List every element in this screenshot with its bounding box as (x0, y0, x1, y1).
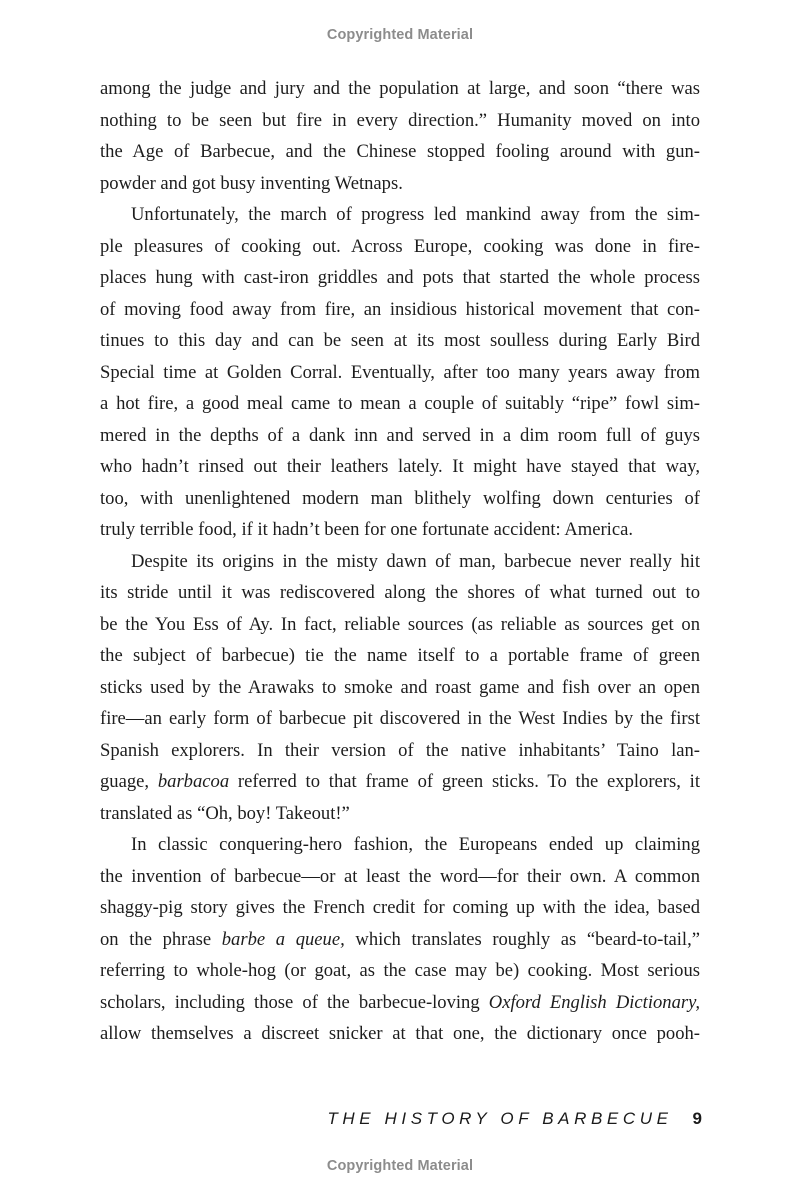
text-segment: allow themselves a discreet snicker at that one, the dictionary once pooh- (100, 1023, 700, 1044)
page-number: 9 (692, 1109, 702, 1128)
text-line (100, 1018, 700, 1050)
text-line (100, 924, 700, 956)
text-line (100, 451, 700, 483)
text-segment: sticks used by the Arawaks to smoke and roast game and fish over an open (100, 676, 700, 698)
text-line (100, 514, 700, 546)
text-segment: In classic conquering-hero fashion, the Europeans ended up claiming (131, 834, 700, 855)
text-line (100, 73, 700, 105)
text-line (100, 672, 700, 704)
text-segment: on the phrase (100, 928, 222, 950)
running-title: THE HISTORY OF BARBECUE (327, 1109, 673, 1128)
text-segment: Unfortunately, the march of progress led mankind away from the sim- (131, 204, 700, 225)
text-segment: too, with unenlightened modern man blithely wolfing down centuries of (100, 487, 700, 509)
copyright-watermark-top: Copyrighted Material (326, 27, 474, 43)
text-segment: the Age of Barbecue, and the Chinese stopped fooling around with gun- (100, 141, 700, 162)
text-segment: powder and got busy inventing Wetnaps. (100, 172, 403, 194)
text-line (100, 766, 700, 798)
text-line (100, 546, 700, 578)
text-segment: Spanish explorers. In their version of the native inhabitants’ Taino lan- (100, 739, 700, 761)
text-line (100, 955, 700, 987)
text-segment: its stride until it was rediscovered along the shores of what turned out to (100, 582, 700, 603)
text-segment: Despite its origins in the misty dawn of man, barbecue never really hit (131, 550, 700, 572)
copyright-watermark-bottom: Copyrighted Material (326, 1158, 474, 1174)
text-line (100, 798, 700, 830)
text-line (100, 892, 700, 924)
text-line (100, 735, 700, 767)
body-text (100, 73, 700, 1050)
text-segment: which translates roughly as “beard-to-tail,” (344, 928, 700, 950)
text-segment: ple pleasures of cooking out. Across Europe, cooking was done in fire- (100, 235, 700, 257)
text-line (100, 829, 700, 861)
text-segment: among the judge and jury and the population at large, and soon “there was (100, 78, 700, 99)
text-segment: Special time at Golden Corral. Eventually, after too many years away from (100, 361, 700, 383)
text-line (100, 640, 700, 672)
text-segment: shaggy-pig story gives the French credit for coming up with the idea, based (100, 897, 700, 918)
text-line (100, 168, 700, 200)
text-segment: a hot fire, a good meal came to mean a couple of suitably “ripe” fowl sim- (100, 393, 700, 414)
text-line (100, 388, 700, 420)
text-segment: referring to whole-hog (or goat, as the case may be) cooking. Most serious (100, 960, 700, 981)
italic-text: Oxford English Dictionary, (488, 991, 700, 1013)
text-segment: be the You Ess of Ay. In fact, reliable sources (as reliable as sources get on (100, 613, 700, 635)
text-line (100, 357, 700, 389)
text-segment: the invention of barbecue—or at least the word—for their own. A common (100, 865, 700, 887)
italic-text: barbacoa (157, 771, 230, 792)
italic-text: barbe a queue, (221, 928, 345, 950)
text-line (100, 262, 700, 294)
text-line (100, 136, 700, 168)
text-line (100, 325, 700, 357)
text-segment: translated as “Oh, boy! Takeout!” (100, 802, 350, 824)
text-segment: who hadn’t rinsed out their leathers lately. It might have stayed that way, (100, 456, 700, 477)
page-footer (300, 1109, 702, 1129)
text-line (100, 199, 700, 231)
text-segment: scholars, including those of the barbecue-loving (100, 991, 489, 1013)
text-segment: referred to that frame of green sticks. To the explorers, it (229, 771, 700, 792)
text-segment: of moving food away from fire, an insidious historical movement that con- (100, 298, 700, 320)
text-segment: fire—an early form of barbecue pit discovered in the West Indies by the first (100, 708, 700, 729)
text-segment: the subject of barbecue) tie the name itself to a portable frame of green (100, 645, 700, 666)
text-segment: nothing to be seen but fire in every direction.” Humanity moved on into (100, 109, 700, 131)
text-segment: tinues to this day and can be seen at its most soulless during Early Bird (100, 330, 700, 351)
text-segment: places hung with cast-iron griddles and pots that started the whole process (100, 267, 700, 288)
text-segment: mered in the depths of a dank inn and served in a dim room full of guys (100, 424, 700, 446)
text-segment: truly terrible food, if it hadn’t been for one fortunate accident: America. (100, 519, 633, 540)
text-line (100, 577, 700, 609)
text-line (100, 609, 700, 641)
text-line (100, 483, 700, 515)
text-segment: guage, (100, 771, 158, 792)
text-line (100, 420, 700, 452)
text-line (100, 987, 700, 1019)
text-line (100, 105, 700, 137)
text-line (100, 703, 700, 735)
text-line (100, 294, 700, 326)
text-line (100, 231, 700, 263)
text-line (100, 861, 700, 893)
